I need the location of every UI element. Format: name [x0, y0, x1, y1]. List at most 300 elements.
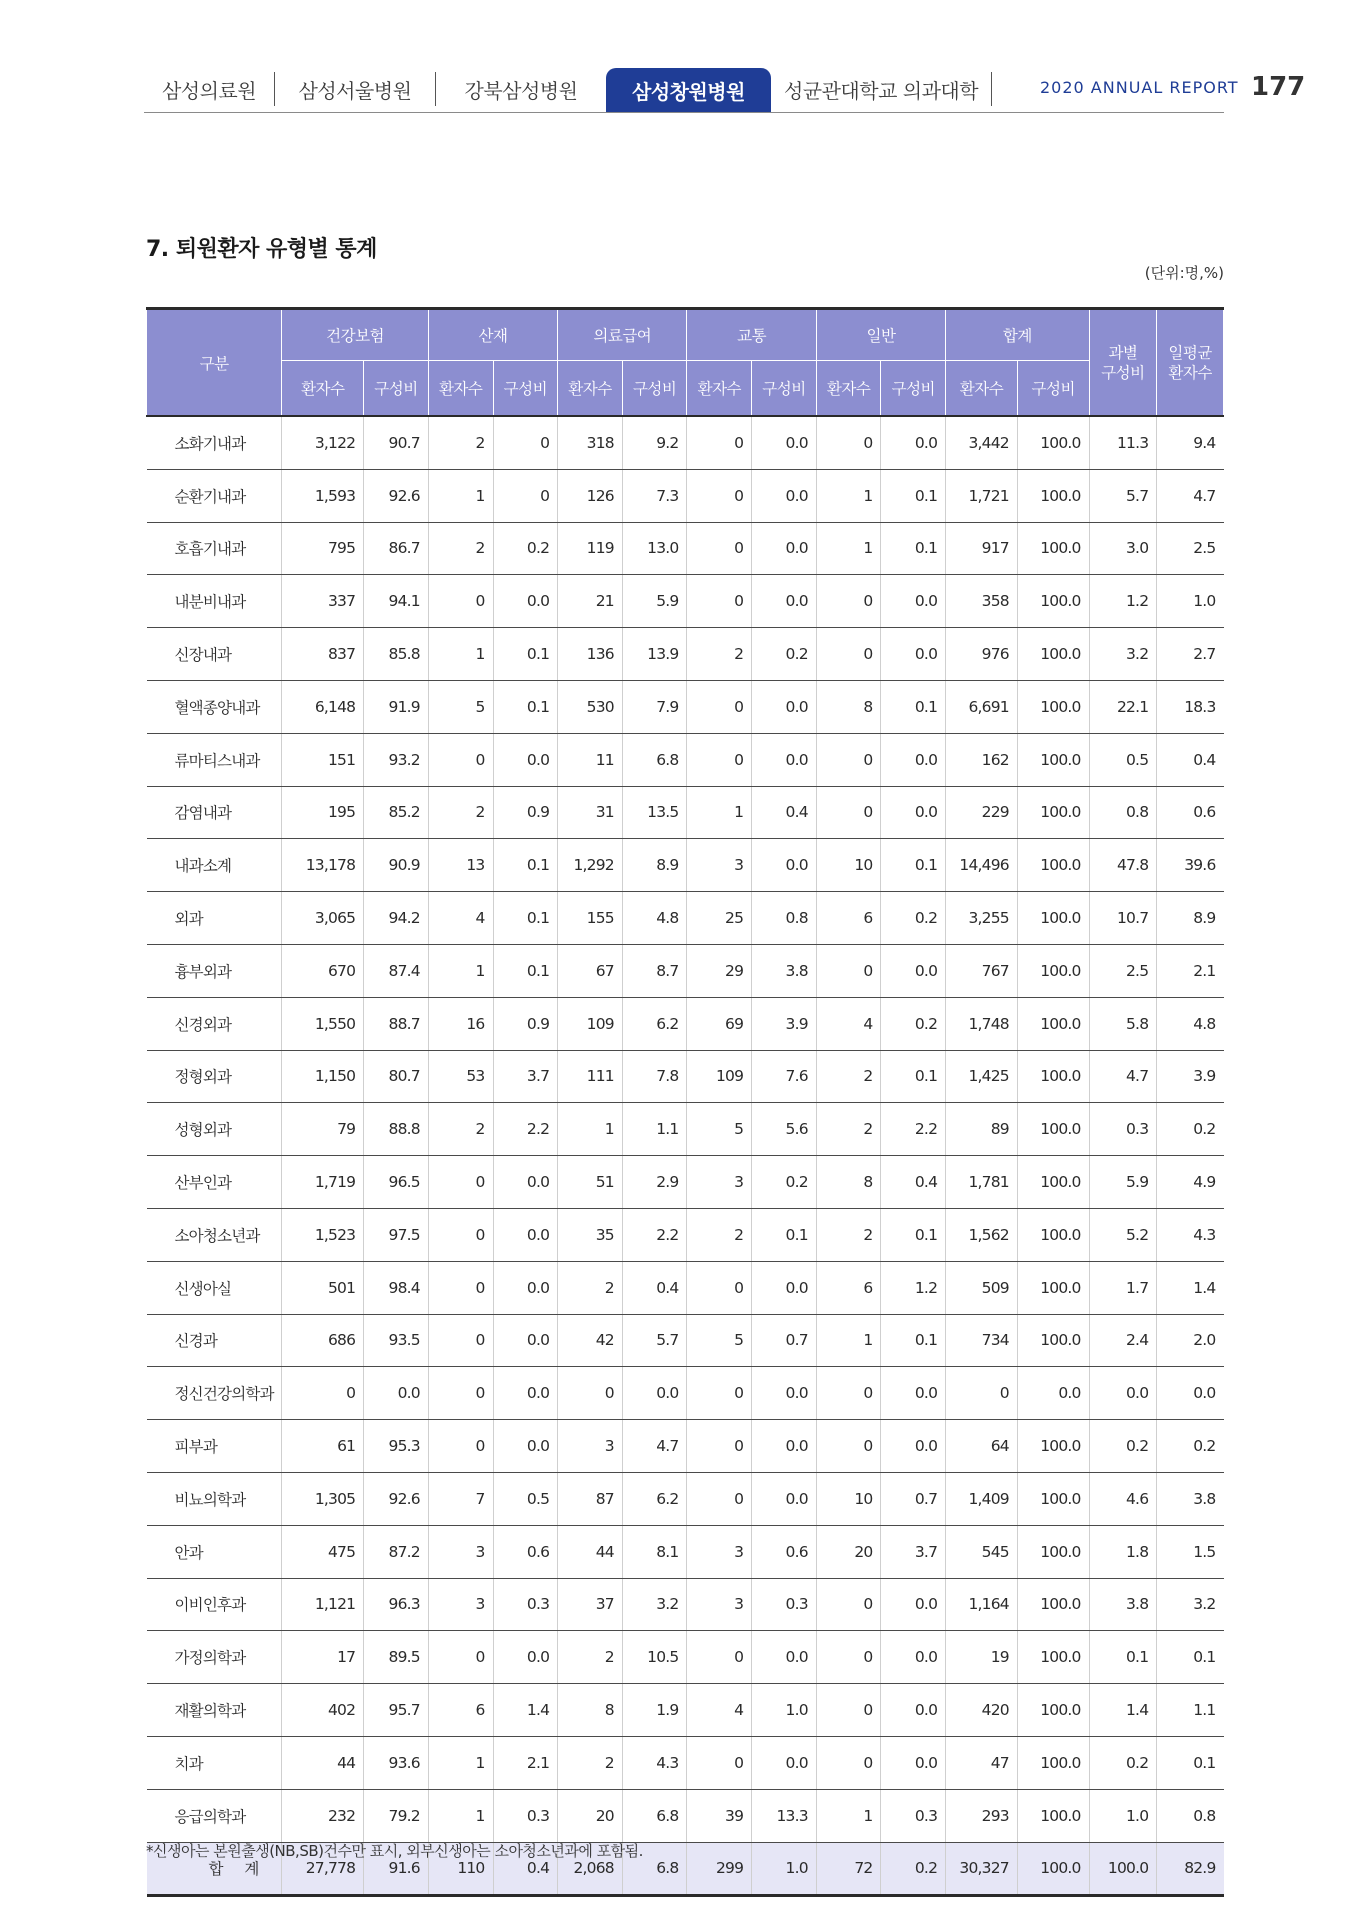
data-cell: 111: [558, 1050, 623, 1103]
nav-tab-label: 강북삼성병원: [464, 78, 578, 103]
subheader-count: 환자수: [428, 361, 493, 417]
data-cell: 767: [946, 944, 1018, 997]
data-cell: 6: [428, 1684, 493, 1737]
data-cell: 47: [946, 1736, 1018, 1789]
nav-tab-samsung-medical[interactable]: [144, 72, 275, 106]
data-cell: 2.7: [1157, 628, 1224, 681]
data-cell: 0.0: [752, 469, 817, 522]
data-cell: 1,781: [946, 1156, 1018, 1209]
table-row: [147, 1578, 1224, 1631]
subheader-ratio: 구성비: [622, 361, 687, 417]
data-cell: 1.0: [752, 1842, 817, 1896]
data-cell: 3: [428, 1578, 493, 1631]
data-cell: 299: [687, 1842, 752, 1896]
data-cell: 94.1: [364, 575, 429, 628]
data-cell: 0.0: [881, 1420, 946, 1473]
data-cell: 0.4: [493, 1842, 558, 1896]
data-cell: 1,550: [282, 997, 364, 1050]
data-cell: 1: [816, 469, 881, 522]
data-cell: 0.1: [881, 1050, 946, 1103]
nav-tab-skku-medicine[interactable]: [771, 72, 992, 106]
section-title: 7. 퇴원환자 유형별 통계: [146, 237, 377, 262]
data-cell: 0: [558, 1367, 623, 1420]
data-cell: 2: [428, 522, 493, 575]
data-cell: 0.4: [752, 786, 817, 839]
data-cell: 8.7: [622, 944, 687, 997]
data-cell: 0.0: [752, 1420, 817, 1473]
data-cell: 4.8: [622, 892, 687, 945]
data-cell: 0.0: [752, 1631, 817, 1684]
data-cell: 0.0: [364, 1367, 429, 1420]
data-cell: 0.0: [493, 1367, 558, 1420]
data-cell: 0.0: [1089, 1367, 1157, 1420]
table-row: [147, 680, 1224, 733]
data-cell: 90.9: [364, 839, 429, 892]
table-row: [147, 839, 1224, 892]
data-cell: 6: [816, 1261, 881, 1314]
data-cell: 5.9: [1089, 1156, 1157, 1209]
data-cell: 3: [687, 1578, 752, 1631]
data-cell: 0.0: [881, 1736, 946, 1789]
data-cell: 0.0: [881, 575, 946, 628]
data-cell: 0.0: [622, 1367, 687, 1420]
data-cell: 100.0: [1017, 997, 1089, 1050]
row-label-cell: 소아청소년과: [147, 1208, 282, 1261]
data-cell: 0.2: [1089, 1736, 1157, 1789]
table-row: [147, 1684, 1224, 1737]
data-cell: 20: [816, 1525, 881, 1578]
nav-tab-label: 성균관대학교 의과대학: [783, 78, 979, 103]
data-cell: 93.5: [364, 1314, 429, 1367]
data-cell: 6.8: [622, 1842, 687, 1896]
data-cell: 0.5: [1089, 733, 1157, 786]
data-cell: 9.4: [1157, 416, 1224, 469]
data-cell: 1.2: [1089, 575, 1157, 628]
data-cell: 100.0: [1017, 1314, 1089, 1367]
data-cell: 0.0: [881, 786, 946, 839]
data-cell: 0.3: [493, 1789, 558, 1842]
data-cell: 229: [946, 786, 1018, 839]
data-cell: 13.0: [622, 522, 687, 575]
data-cell: 2: [428, 416, 493, 469]
data-cell: 0.5: [493, 1472, 558, 1525]
data-cell: 4: [687, 1684, 752, 1737]
data-cell: 0.0: [752, 522, 817, 575]
data-cell: 100.0: [1017, 1261, 1089, 1314]
data-cell: 35: [558, 1208, 623, 1261]
data-cell: 31: [558, 786, 623, 839]
data-cell: 0.1: [493, 839, 558, 892]
data-cell: 5: [687, 1103, 752, 1156]
row-label-cell: 치과: [147, 1736, 282, 1789]
data-cell: 2: [558, 1631, 623, 1684]
data-cell: 44: [282, 1736, 364, 1789]
data-cell: 85.8: [364, 628, 429, 681]
footnote: *신생아는 본원출생(NB,SB)건수만 표시, 외부신생아는 소아청소년과에 포함됨.: [146, 1842, 643, 1860]
data-cell: 1.4: [1157, 1261, 1224, 1314]
data-cell: 100.0: [1017, 1578, 1089, 1631]
header-group-traffic: 교통: [687, 309, 816, 361]
subheader-ratio: 구성비: [1017, 361, 1089, 417]
data-cell: 0: [687, 1420, 752, 1473]
data-cell: 1: [428, 628, 493, 681]
data-cell: 5.8: [1089, 997, 1157, 1050]
data-cell: 20: [558, 1789, 623, 1842]
data-cell: 110: [428, 1842, 493, 1896]
subheader-ratio: 구성비: [364, 361, 429, 417]
data-cell: 0.1: [881, 1208, 946, 1261]
data-cell: 0.3: [752, 1578, 817, 1631]
data-cell: 0: [687, 1472, 752, 1525]
data-cell: 126: [558, 469, 623, 522]
data-cell: 100.0: [1017, 1050, 1089, 1103]
data-cell: 100.0: [1017, 1420, 1089, 1473]
page-number: 177: [1251, 72, 1306, 102]
data-cell: 0.0: [493, 1156, 558, 1209]
data-cell: 0.0: [881, 1367, 946, 1420]
data-cell: 37: [558, 1578, 623, 1631]
data-cell: 4.8: [1157, 997, 1224, 1050]
table-row: [147, 1314, 1224, 1367]
row-label-cell: 응급의학과: [147, 1789, 282, 1842]
data-cell: 2: [687, 1208, 752, 1261]
data-cell: 4.7: [1089, 1050, 1157, 1103]
data-cell: 3.8: [1089, 1578, 1157, 1631]
data-cell: 7.3: [622, 469, 687, 522]
header-dept-ratio: [1089, 309, 1157, 417]
data-cell: 2: [687, 628, 752, 681]
data-cell: 10.7: [1089, 892, 1157, 945]
data-cell: 100.0: [1089, 1842, 1157, 1896]
data-cell: 1.7: [1089, 1261, 1157, 1314]
data-cell: 0: [816, 628, 881, 681]
data-cell: 917: [946, 522, 1018, 575]
data-cell: 29: [687, 944, 752, 997]
header-dept-ratio-text: 과별 구성비: [1101, 343, 1145, 382]
data-cell: 1,721: [946, 469, 1018, 522]
row-label-cell: 신경과: [147, 1314, 282, 1367]
data-cell: 100.0: [1017, 628, 1089, 681]
data-cell: 6,148: [282, 680, 364, 733]
table-row: [147, 469, 1224, 522]
data-cell: 475: [282, 1525, 364, 1578]
row-label-cell: 외과: [147, 892, 282, 945]
data-cell: 0.8: [1157, 1789, 1224, 1842]
row-label-cell: 신경외과: [147, 997, 282, 1050]
data-cell: 0.0: [881, 416, 946, 469]
data-cell: 3,122: [282, 416, 364, 469]
data-cell: 87.2: [364, 1525, 429, 1578]
data-cell: 0: [428, 1631, 493, 1684]
subheader-count: 환자수: [816, 361, 881, 417]
nav-tab-samsung-seoul[interactable]: [275, 72, 436, 106]
data-cell: 92.6: [364, 1472, 429, 1525]
data-cell: 0: [428, 733, 493, 786]
data-cell: 5: [687, 1314, 752, 1367]
data-cell: 0: [687, 416, 752, 469]
row-label-cell: 가정의학과: [147, 1631, 282, 1684]
data-cell: 2.9: [622, 1156, 687, 1209]
data-cell: 91.9: [364, 680, 429, 733]
subheader-count: 환자수: [687, 361, 752, 417]
data-cell: 0.4: [1157, 733, 1224, 786]
data-cell: 0.1: [752, 1208, 817, 1261]
row-label-cell: 재활의학과: [147, 1684, 282, 1737]
data-cell: 1.8: [1089, 1525, 1157, 1578]
data-cell: 79: [282, 1103, 364, 1156]
data-cell: 0.2: [493, 522, 558, 575]
data-cell: 0: [816, 575, 881, 628]
data-cell: 3.0: [1089, 522, 1157, 575]
data-cell: 0: [428, 1420, 493, 1473]
data-cell: 100.0: [1017, 1472, 1089, 1525]
data-cell: 0: [428, 575, 493, 628]
data-cell: 39.6: [1157, 839, 1224, 892]
subheader-count: 환자수: [282, 361, 364, 417]
data-cell: 0.7: [752, 1314, 817, 1367]
data-cell: 19: [946, 1631, 1018, 1684]
header-group-total: 합계: [946, 309, 1089, 361]
data-cell: 2.2: [622, 1208, 687, 1261]
data-cell: 318: [558, 416, 623, 469]
data-cell: 0: [428, 1156, 493, 1209]
data-cell: 162: [946, 733, 1018, 786]
data-cell: 5.7: [1089, 469, 1157, 522]
data-cell: 98.4: [364, 1261, 429, 1314]
data-cell: 0.2: [1089, 1420, 1157, 1473]
data-cell: 1,719: [282, 1156, 364, 1209]
data-cell: 4.3: [1157, 1208, 1224, 1261]
data-cell: 0: [282, 1367, 364, 1420]
data-cell: 7: [428, 1472, 493, 1525]
row-label-cell: 산부인과: [147, 1156, 282, 1209]
data-cell: 47.8: [1089, 839, 1157, 892]
data-cell: 95.3: [364, 1420, 429, 1473]
data-cell: 0: [816, 1631, 881, 1684]
discharge-stats-table: [146, 307, 1224, 1897]
data-cell: 0.0: [493, 733, 558, 786]
data-cell: 2.1: [493, 1736, 558, 1789]
data-cell: 3.7: [881, 1525, 946, 1578]
data-cell: 7.6: [752, 1050, 817, 1103]
data-cell: 100.0: [1017, 1842, 1089, 1896]
data-cell: 1,748: [946, 997, 1018, 1050]
table-row: [147, 1367, 1224, 1420]
data-cell: 87.4: [364, 944, 429, 997]
data-cell: 0.0: [752, 733, 817, 786]
data-cell: 3,065: [282, 892, 364, 945]
data-cell: 2: [816, 1050, 881, 1103]
data-cell: 0.0: [881, 1578, 946, 1631]
data-cell: 8: [558, 1684, 623, 1737]
data-cell: 7.8: [622, 1050, 687, 1103]
table-row: [147, 1420, 1224, 1473]
data-cell: 6.2: [622, 1472, 687, 1525]
data-cell: 8.9: [1157, 892, 1224, 945]
data-cell: 136: [558, 628, 623, 681]
data-cell: 87: [558, 1472, 623, 1525]
data-cell: 13.5: [622, 786, 687, 839]
data-cell: 0.0: [881, 1631, 946, 1684]
data-cell: 0.6: [752, 1525, 817, 1578]
data-cell: 2.1: [1157, 944, 1224, 997]
data-cell: 3: [687, 1525, 752, 1578]
data-cell: 86.7: [364, 522, 429, 575]
data-cell: 85.2: [364, 786, 429, 839]
data-cell: 51: [558, 1156, 623, 1209]
row-label-cell: 흉부외과: [147, 944, 282, 997]
nav-tab-samsung-changwon[interactable]: [606, 68, 771, 112]
data-cell: 1,425: [946, 1050, 1018, 1103]
data-cell: 976: [946, 628, 1018, 681]
data-cell: 96.3: [364, 1578, 429, 1631]
data-cell: 11: [558, 733, 623, 786]
data-cell: 64: [946, 1420, 1018, 1473]
data-cell: 3.8: [752, 944, 817, 997]
table-row: [147, 1525, 1224, 1578]
data-cell: 11.3: [1089, 416, 1157, 469]
table-row: [147, 628, 1224, 681]
data-cell: 3: [428, 1525, 493, 1578]
data-cell: 0.0: [1157, 1367, 1224, 1420]
data-cell: 1,593: [282, 469, 364, 522]
data-cell: 509: [946, 1261, 1018, 1314]
data-cell: 100.0: [1017, 575, 1089, 628]
data-cell: 5.7: [622, 1314, 687, 1367]
data-cell: 4.9: [1157, 1156, 1224, 1209]
data-cell: 195: [282, 786, 364, 839]
data-cell: 8.9: [622, 839, 687, 892]
data-cell: 5.9: [622, 575, 687, 628]
data-cell: 61: [282, 1420, 364, 1473]
data-cell: 100.0: [1017, 522, 1089, 575]
data-cell: 0.2: [881, 1842, 946, 1896]
data-cell: 13,178: [282, 839, 364, 892]
row-label-cell: 호흡기내과: [147, 522, 282, 575]
data-cell: 3: [687, 839, 752, 892]
data-cell: 2: [428, 1103, 493, 1156]
row-label-cell: 안과: [147, 1525, 282, 1578]
table-row: [147, 733, 1224, 786]
data-cell: 2.4: [1089, 1314, 1157, 1367]
data-cell: 1: [558, 1103, 623, 1156]
table-row: [147, 786, 1224, 839]
data-cell: 0.2: [881, 892, 946, 945]
data-cell: 545: [946, 1525, 1018, 1578]
data-cell: 69: [687, 997, 752, 1050]
data-cell: 92.6: [364, 469, 429, 522]
table-row: [147, 1631, 1224, 1684]
data-cell: 1: [816, 1314, 881, 1367]
data-cell: 1,292: [558, 839, 623, 892]
data-cell: 0: [493, 469, 558, 522]
data-cell: 1.0: [752, 1684, 817, 1737]
data-cell: 1,164: [946, 1578, 1018, 1631]
data-cell: 0.0: [881, 628, 946, 681]
data-cell: 0.0: [1017, 1367, 1089, 1420]
data-cell: 2.5: [1089, 944, 1157, 997]
row-label-cell: 이비인후과: [147, 1578, 282, 1631]
data-cell: 0.0: [493, 1420, 558, 1473]
data-cell: 155: [558, 892, 623, 945]
data-cell: 1.9: [622, 1684, 687, 1737]
data-cell: 0.7: [881, 1472, 946, 1525]
data-cell: 0.2: [881, 997, 946, 1050]
header-group-general: 일반: [816, 309, 945, 361]
data-cell: 0.4: [622, 1261, 687, 1314]
data-cell: 0.0: [752, 839, 817, 892]
data-cell: 93.2: [364, 733, 429, 786]
data-cell: 93.6: [364, 1736, 429, 1789]
data-cell: 1: [687, 786, 752, 839]
data-cell: 1.2: [881, 1261, 946, 1314]
data-cell: 0.0: [881, 1684, 946, 1737]
data-cell: 0.1: [881, 522, 946, 575]
data-cell: 30,327: [946, 1842, 1018, 1896]
data-cell: 1.1: [622, 1103, 687, 1156]
row-label-cell: 신생아실: [147, 1261, 282, 1314]
data-cell: 0.0: [493, 1631, 558, 1684]
data-cell: 100.0: [1017, 1684, 1089, 1737]
data-cell: 0.1: [881, 1314, 946, 1367]
data-cell: 2: [816, 1103, 881, 1156]
data-cell: 3: [687, 1156, 752, 1209]
data-cell: 9.2: [622, 416, 687, 469]
data-cell: 21: [558, 575, 623, 628]
data-cell: 16: [428, 997, 493, 1050]
table-row: [147, 1050, 1224, 1103]
unit-label: (단위:명,%): [1144, 264, 1224, 282]
data-cell: 44: [558, 1525, 623, 1578]
data-cell: 100.0: [1017, 944, 1089, 997]
data-cell: 0: [687, 680, 752, 733]
nav-tab-label: 삼성창원병원: [632, 79, 745, 104]
data-cell: 4.7: [1157, 469, 1224, 522]
data-cell: 13.3: [752, 1789, 817, 1842]
table-row: [147, 1208, 1224, 1261]
data-cell: 72: [816, 1842, 881, 1896]
data-cell: 1.0: [1157, 575, 1224, 628]
data-cell: 4: [428, 892, 493, 945]
data-cell: 13.9: [622, 628, 687, 681]
data-cell: 13: [428, 839, 493, 892]
data-cell: 1: [816, 522, 881, 575]
nav-tab-kangbuk-samsung[interactable]: [436, 72, 606, 106]
data-cell: 95.7: [364, 1684, 429, 1737]
data-cell: 6: [816, 892, 881, 945]
data-cell: 10: [816, 1472, 881, 1525]
data-cell: 0.0: [881, 944, 946, 997]
data-cell: 0.3: [1089, 1103, 1157, 1156]
data-cell: 501: [282, 1261, 364, 1314]
data-cell: 5: [428, 680, 493, 733]
data-cell: 530: [558, 680, 623, 733]
data-cell: 2: [428, 786, 493, 839]
report-label: 2020 ANNUAL REPORT: [1040, 78, 1239, 97]
row-label-cell: 류마티스내과: [147, 733, 282, 786]
data-cell: 2: [558, 1736, 623, 1789]
data-cell: 2: [558, 1261, 623, 1314]
header-group-medical-aid: 의료급여: [558, 309, 687, 361]
table-row: [147, 575, 1224, 628]
data-cell: 4.6: [1089, 1472, 1157, 1525]
data-cell: 0.1: [1157, 1736, 1224, 1789]
row-label-cell: 정형외과: [147, 1050, 282, 1103]
data-cell: 0.1: [493, 628, 558, 681]
data-cell: 0.0: [493, 1261, 558, 1314]
data-cell: 100.0: [1017, 416, 1089, 469]
data-cell: 67: [558, 944, 623, 997]
